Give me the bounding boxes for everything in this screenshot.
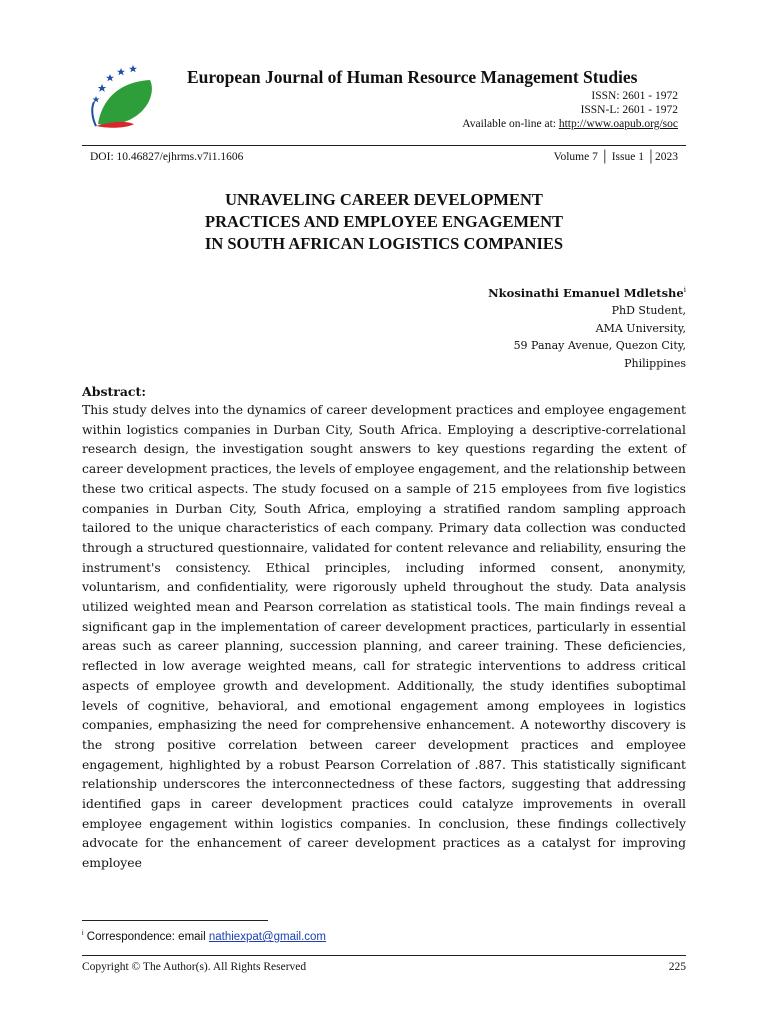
- footnote-divider: [82, 920, 268, 921]
- page-number: 225: [668, 961, 686, 973]
- journal-logo: [88, 62, 170, 132]
- journal-url-link[interactable]: http://www.oapub.org/soc: [558, 118, 678, 130]
- available-label: Available on-line at:: [462, 118, 559, 130]
- footnote: [82, 930, 326, 943]
- author-block: [488, 282, 686, 372]
- green-leaf-icon: [98, 80, 152, 125]
- author-name-line: [488, 282, 686, 302]
- affiliation-line: 59 Panay Avenue, Quezon City,: [513, 339, 686, 353]
- volume-issue: Volume 7 │ Issue 1 │2023: [553, 151, 678, 163]
- footer-divider: [82, 955, 686, 956]
- doi: DOI: 10.46827/ejhrms.v7i1.1606: [90, 151, 244, 163]
- abstract-text: This study delves into the dynamics of career development practices and employee engagement within logistics companies in Durban City, South Africa. Employing a descriptive-correlational research design, the investigation sought answers to key questions regarding the extent of career development practices, the levels of employee engagement, and the relationship between these two critical aspects. The study focused on a sample of 215 employees from five logistics companies in Durban City, South Africa, employing a stratified random sampling approach tailored to the unique characteristics of each company. Primary data collection was conducted through a structured questionnaire, validated for content relevance and reliability, ensuring the instrument's consistency. Ethical principles, including informed consent, anonymity, voluntarism, and confidentiality, were rigorously upheld throughout the study. Data analysis utilized weighted mean and Pearson correlation as statistical tools. The main findings reveal a significant gap in the implementation of career development practices, particularly in essential areas such as career planning, succession planning, and career training. These deficiencies, reflected in low average weighted means, call for strategic interventions to address critical aspects of employee growth and development. Additionally, the study identifies suboptimal levels of cognitive, behavioral, and emotional engagement among employees in logistics companies, emphasizing the need for comprehensive enhancement. A noteworthy discovery is the strong positive correlation between career development practices and employee engagement, highlighted by a robust Pearson Correlation of .887. This statistically significant relationship underscores the interconnectedness of these factors, suggesting that addressing identified gaps in career development practices could catalyze improvements in overall employee engagement within logistics companies. In conclusion, these findings collectively advocate for the enhancement of career development practices as a catalyst for improving employee: [82, 403, 686, 871]
- journal-title: European Journal of Human Resource Management Studies: [187, 67, 638, 87]
- header-divider: [82, 145, 686, 146]
- author-footnote-marker: i: [683, 286, 686, 294]
- availability-line: [462, 117, 678, 131]
- doi-row: [90, 151, 678, 163]
- affiliation-line: Philippines: [624, 356, 686, 370]
- footer: [82, 961, 686, 973]
- issn-l: ISSN-L: 2601 - 1972: [580, 104, 678, 116]
- affiliation-line: AMA University,: [595, 321, 686, 335]
- correspondence-email-link[interactable]: nathiexpat@gmail.com: [208, 930, 327, 943]
- affiliation-line: PhD Student,: [611, 304, 686, 318]
- copyright: Copyright © The Author(s). All Rights Reserved: [82, 961, 307, 973]
- title-line: PRACTICES AND EMPLOYEE ENGAGEMENT: [205, 212, 563, 231]
- abstract-heading: Abstract:: [82, 384, 146, 399]
- footnote-marker: i: [82, 930, 84, 937]
- title-line: UNRAVELING CAREER DEVELOPMENT: [225, 190, 543, 209]
- footnote-label: Correspondence: email: [83, 930, 209, 943]
- author-name: Nkosinathi Emanuel Mdletshe: [488, 285, 684, 300]
- issn-block: [462, 89, 678, 131]
- issn: ISSN: 2601 - 1972: [591, 90, 678, 102]
- paper-title: [80, 189, 688, 255]
- title-line: IN SOUTH AFRICAN LOGISTICS COMPANIES: [204, 234, 564, 253]
